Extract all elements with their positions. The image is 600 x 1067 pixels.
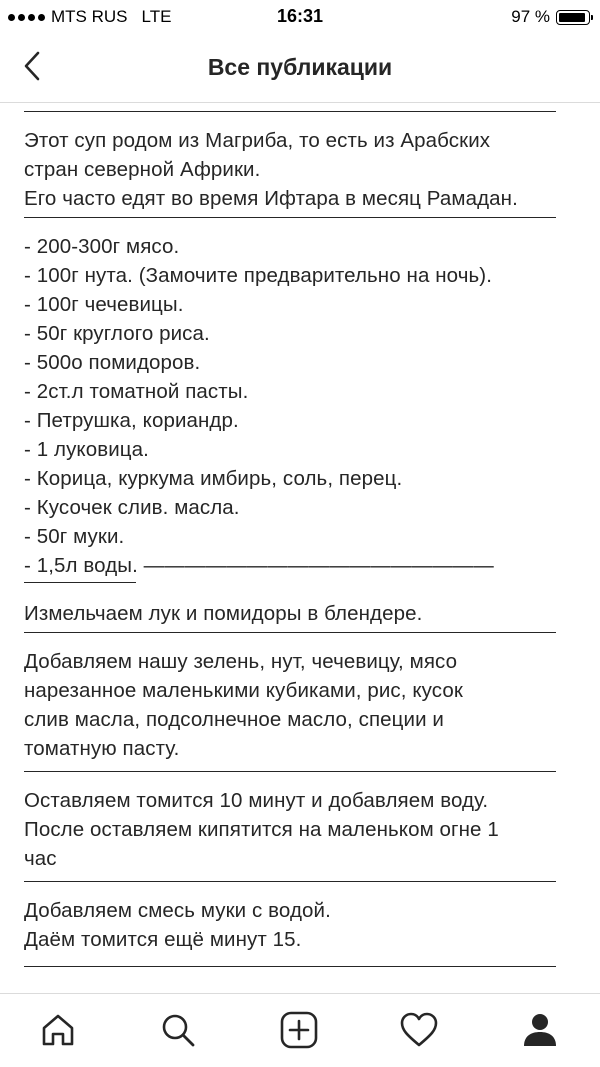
status-right [511, 7, 590, 27]
page-title: Все публикации [207, 54, 393, 80]
tab-activity[interactable] [399, 1010, 439, 1050]
carrier-name: MTS RUS [51, 7, 128, 26]
ingredient-line: - 1,5л воды. ————————————————— [24, 554, 494, 577]
status-bar [0, 0, 600, 34]
new-post-icon [279, 1010, 319, 1050]
step-line: нарезанное маленькими кубиками, рис, кусок [24, 679, 463, 702]
step-line: час [24, 847, 57, 870]
network-type: LTE [141, 7, 172, 26]
step-line: Измельчаем лук и помидоры в блендере. [24, 602, 423, 625]
tab-home[interactable] [38, 1010, 78, 1050]
step-line: Даём томится ещё минут 15. [24, 928, 302, 951]
ingredient-line: - 200-300г мясо. [24, 235, 180, 258]
status-time: 16:31 [276, 6, 324, 26]
ingredient-line: - 1 луковица. [24, 438, 149, 461]
tab-bar [0, 993, 600, 1067]
tab-profile[interactable] [520, 1010, 560, 1050]
ingredient-line: - 2ст.л томатной пасты. [24, 380, 249, 403]
battery-icon [556, 10, 590, 25]
tab-new-post[interactable] [279, 1010, 319, 1050]
step-line: После оставляем кипятится на маленьком огне 1 [24, 818, 499, 841]
caption-line: Его часто едят во время Ифтара в месяц Рамадан. [24, 187, 518, 210]
battery-percent: 97 % [511, 7, 550, 26]
ingredient-line: - Петрушка, кориандр. [24, 409, 239, 432]
ingredient-line: - 100г чечевицы. [24, 293, 184, 316]
step-line: Добавляем нашу зелень, нут, чечевицу, мясо [24, 650, 458, 673]
post-caption [24, 103, 584, 993]
battery-fill [559, 13, 585, 22]
step-line: слив масла, подсолнечное масло, специи и [24, 708, 444, 731]
step-line: томатную пасту. [24, 737, 180, 760]
ingredient-line: - 50г круглого риса. [24, 322, 210, 345]
ingredient-line: - 50г муки. [24, 525, 125, 548]
ingredient-line: - Корица, куркума имбирь, соль, перец. [24, 467, 403, 490]
home-icon [39, 1011, 77, 1049]
tab-search[interactable] [158, 1010, 198, 1050]
caption-line: Этот суп родом из Магриба, то есть из Арабских [24, 129, 491, 152]
step-line: Добавляем смесь муки с водой. [24, 899, 331, 922]
ingredient-line: - Кусочек слив. масла. [24, 496, 240, 519]
profile-icon [521, 1011, 559, 1049]
ingredient-line: - 100г нута. (Замочите предварительно на ночь). [24, 264, 493, 287]
caption-line: стран северной Африки. [24, 158, 261, 181]
divider [24, 966, 556, 967]
activity-heart-icon [399, 1011, 439, 1049]
ingredient-line: - 500о помидоров. [24, 351, 201, 374]
search-icon [159, 1011, 197, 1049]
step-line: Оставляем томится 10 минут и добавляем воду. [24, 789, 489, 812]
nav-header [0, 34, 600, 103]
